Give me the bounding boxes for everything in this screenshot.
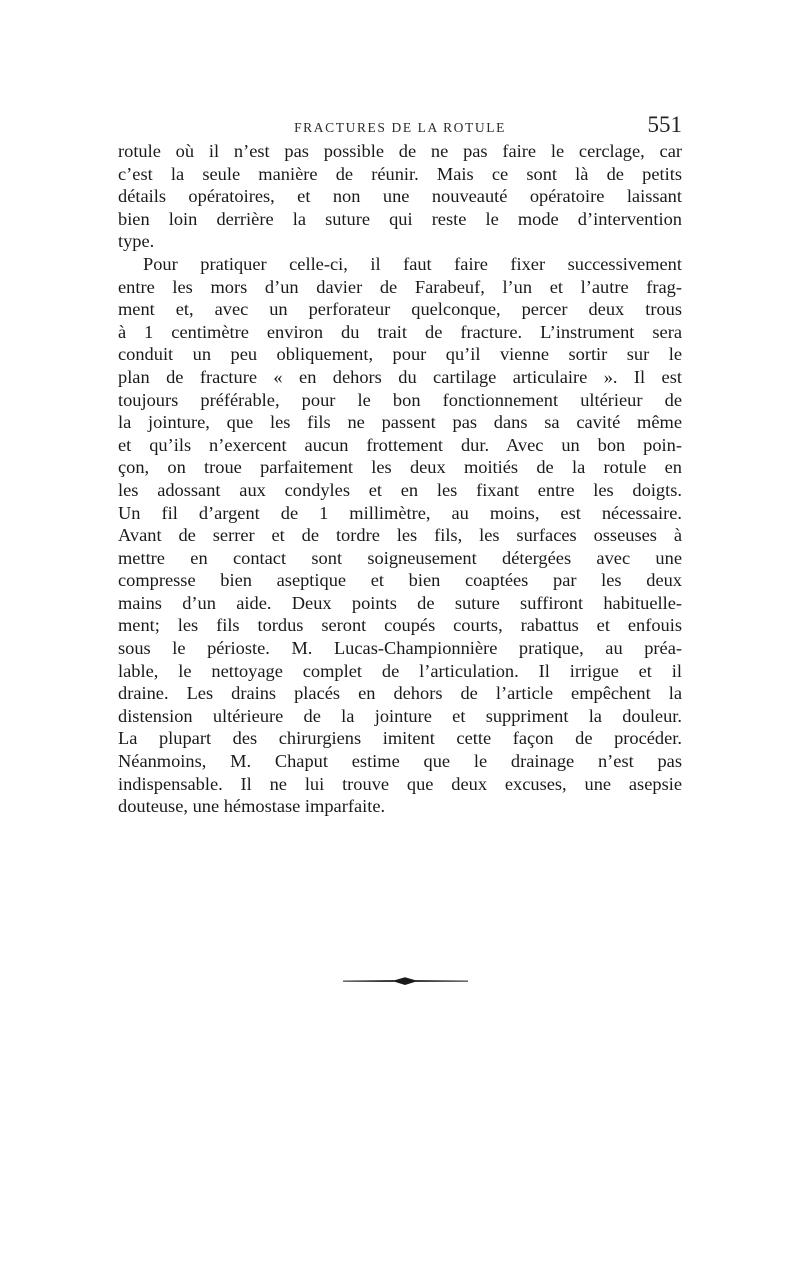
- ornament-rule: [343, 977, 468, 985]
- running-title: FRACTURES DE LA ROTULE: [294, 120, 506, 135]
- text-line: lable, le nettoyage complet de l’articulation. Il irrigue et il: [118, 660, 682, 681]
- body-text: [118, 140, 682, 818]
- end-of-section-rule-icon: [343, 974, 468, 988]
- text-line: çon, on troue parfaitement les deux moitiés de la rotule en: [118, 457, 682, 478]
- text-line: compresse bien aseptique et bien coaptées par les deux: [118, 570, 682, 591]
- text-line: la jointure, que les fils ne passent pas dans sa cavité même: [118, 412, 682, 433]
- text-line: mains d’un aide. Deux points de suture suffiront habituelle-: [118, 592, 682, 613]
- text-line: et qu’ils n’exercent aucun frottement dur. Avec un bon poin-: [118, 434, 682, 455]
- text-line: Avant de serrer et de tordre les fils, les surfaces osseuses à: [118, 525, 682, 546]
- text-line: douteuse, une hémostase imparfaite.: [118, 796, 386, 817]
- text-line: c’est la seule manière de réunir. Mais ce sont là de petits: [118, 163, 682, 184]
- text-line: sous le périoste. M. Lucas-Championnière pratique, au préa-: [118, 638, 682, 659]
- text-line: distension ultérieure de la jointure et suppriment la douleur.: [118, 705, 682, 726]
- paragraph-continuation: [118, 140, 682, 253]
- running-header: [118, 112, 682, 142]
- text-line: rotule où il n’est pas possible de ne pas faire le cerclage, car: [118, 141, 682, 161]
- text-line: Un fil d’argent de 1 millimètre, au moins, est nécessaire.: [118, 502, 682, 523]
- text-line: entre les mors d’un davier de Farabeuf, l’un et l’autre frag-: [118, 276, 682, 297]
- text-line: Néanmoins, M. Chaput estime que le drainage n’est pas: [118, 751, 682, 772]
- text-line: mettre en contact sont soigneusement détergées avec une: [118, 547, 682, 568]
- text-line: bien loin derrière la suture qui reste le mode d’intervention: [118, 208, 682, 229]
- text-line: à 1 centimètre environ du trait de fracture. L’instrument sera: [118, 321, 682, 342]
- text-line: Pour pratiquer celle-ci, il faut faire fixer successivement: [143, 253, 682, 274]
- text-line: toujours préférable, pour le bon fonctionnement ultérieur de: [118, 389, 682, 410]
- text-line: les adossant aux condyles et en les fixant entre les doigts.: [118, 479, 682, 500]
- text-line: ment; les fils tordus seront coupés courts, rabattus et enfouis: [118, 615, 682, 636]
- text-line: ment et, avec un perforateur quelconque, percer deux trous: [118, 299, 682, 320]
- text-line: type.: [118, 231, 155, 252]
- text-line: conduit un peu obliquement, pour qu’il vienne sortir sur le: [118, 344, 682, 365]
- paragraph-suture-technique: [118, 253, 682, 818]
- text-line: indispensable. Il ne lui trouve que deux excuses, une asepsie: [118, 773, 682, 794]
- text-line: plan de fracture « en dehors du cartilage articulaire ». Il est: [118, 366, 682, 387]
- text-line: draine. Les drains placés en dehors de l’article empêchent la: [118, 683, 682, 704]
- page-number: 551: [647, 112, 682, 137]
- text-line: détails opératoires, et non une nouveauté opératoire laissant: [118, 186, 682, 207]
- text-line: La plupart des chirurgiens imitent cette façon de procéder.: [118, 728, 682, 749]
